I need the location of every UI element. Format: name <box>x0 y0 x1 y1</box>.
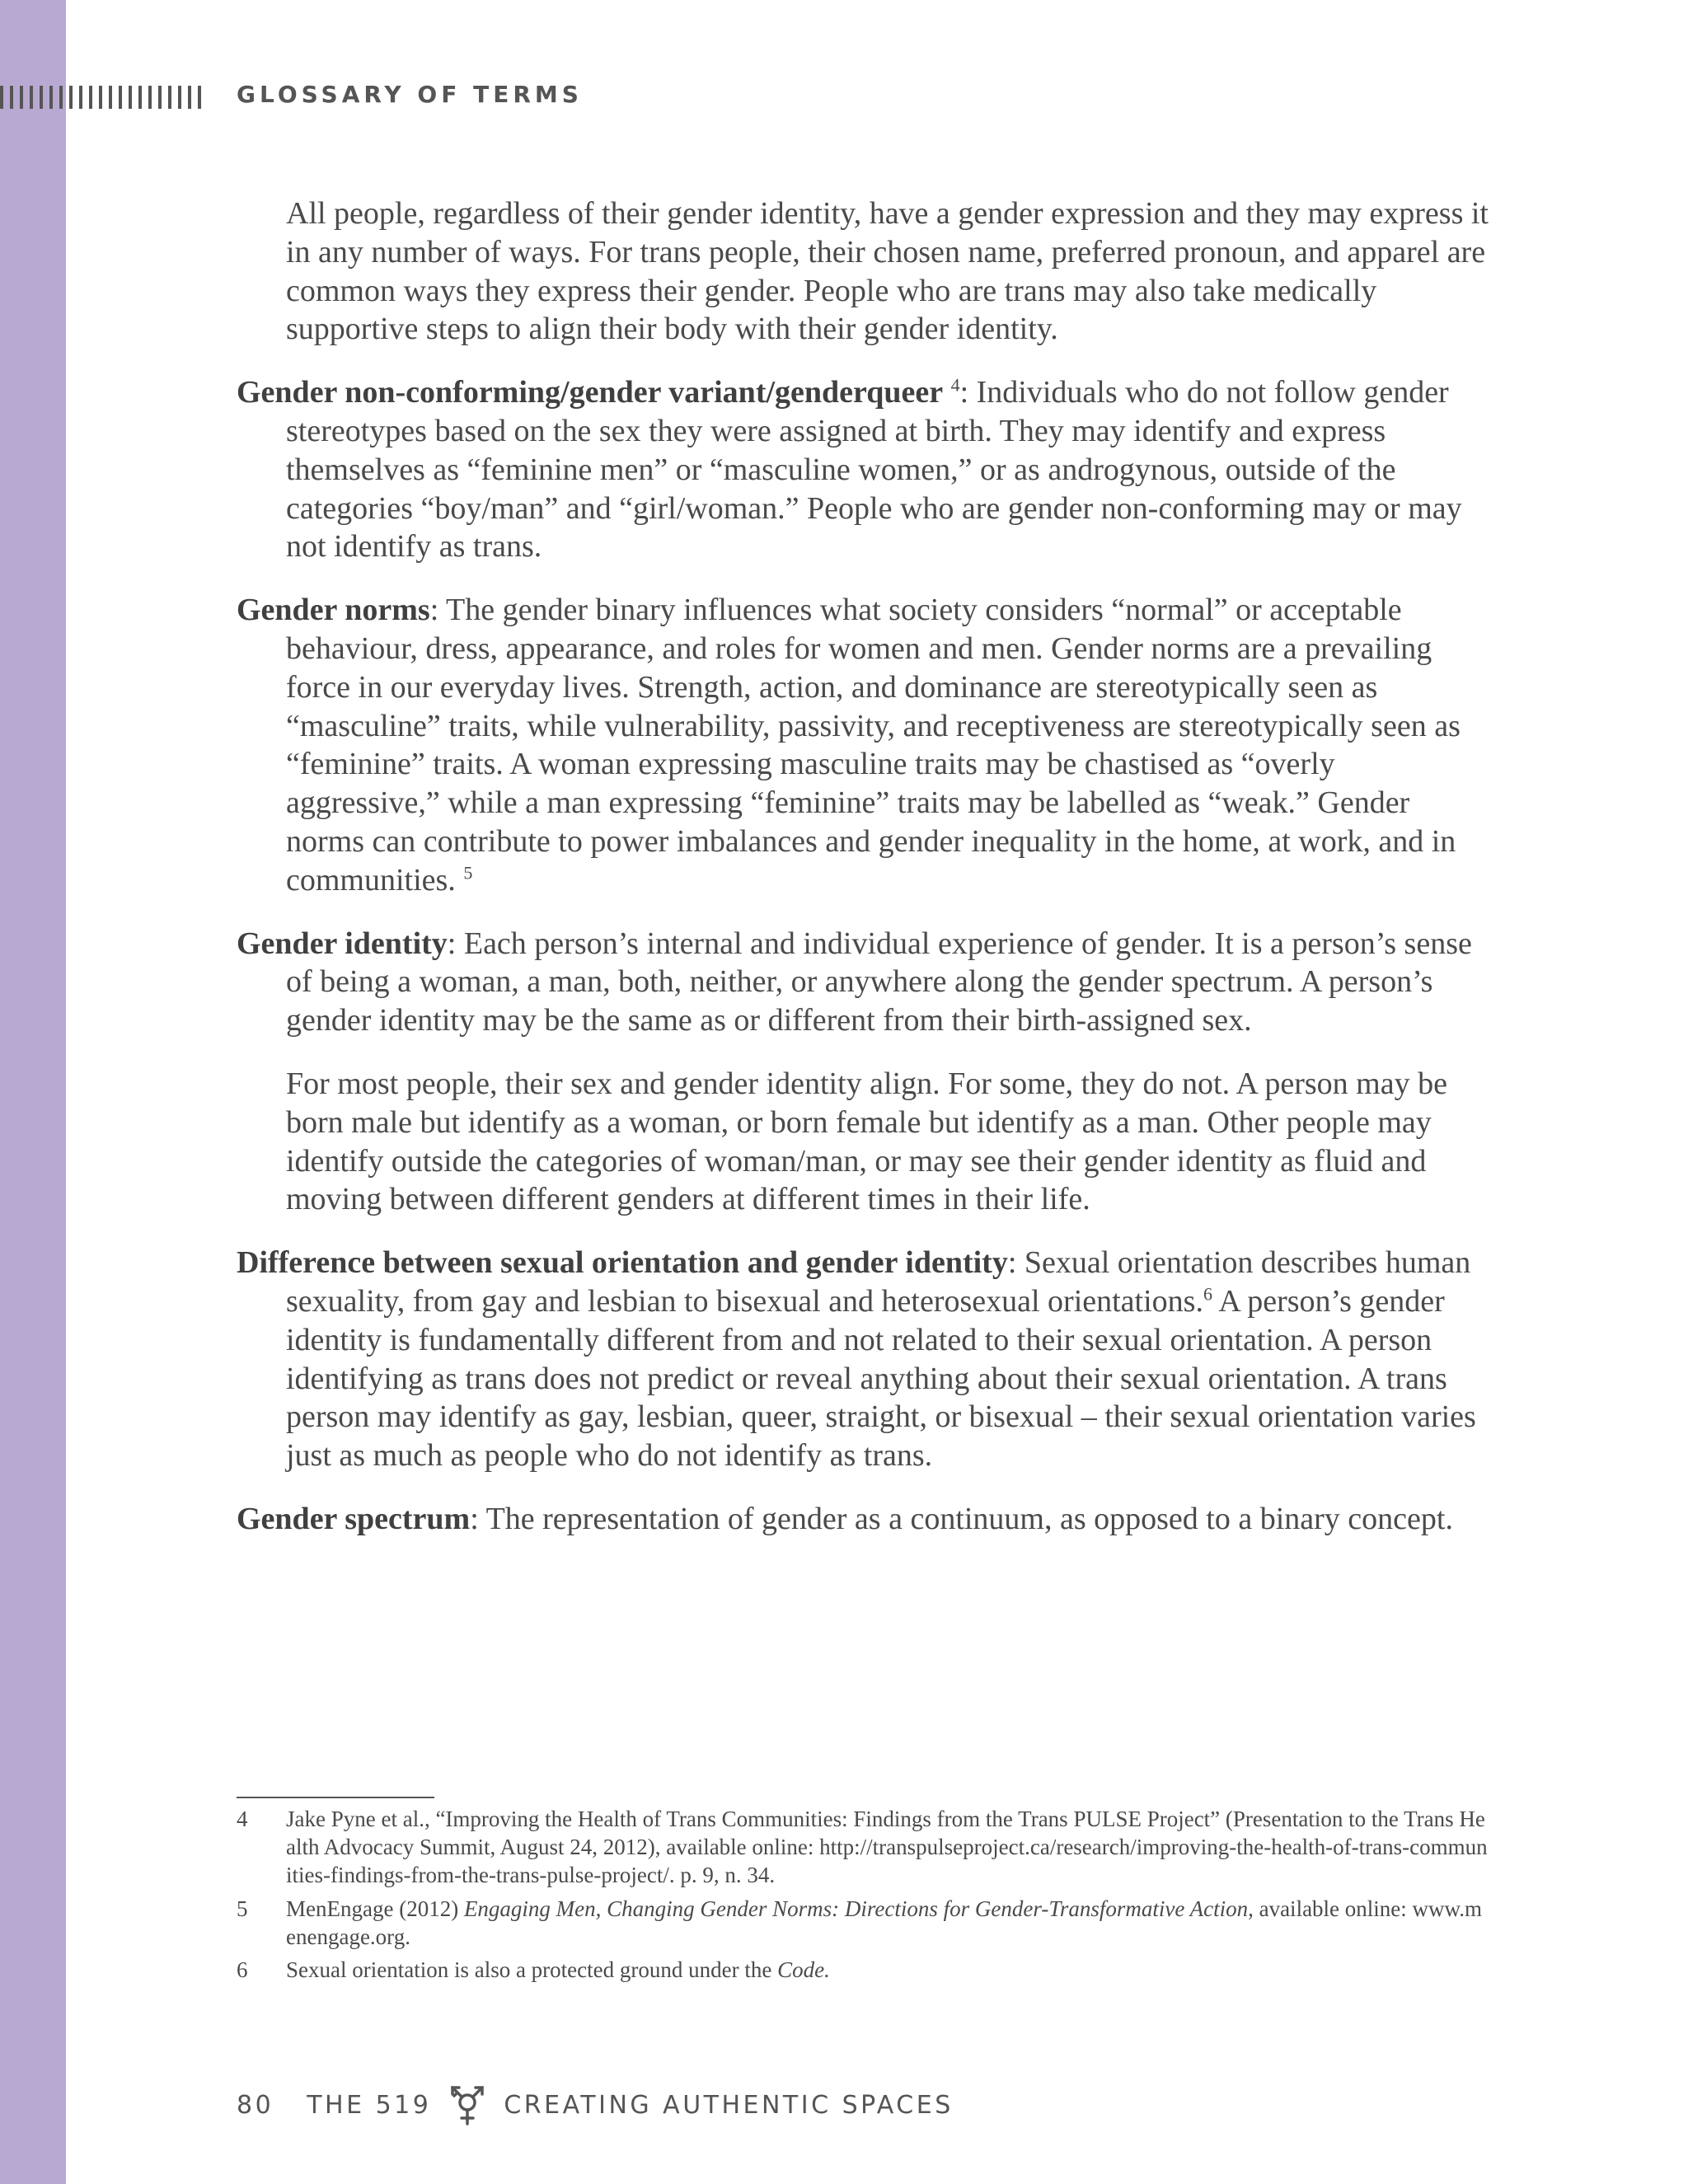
footnote-reference[interactable]: 4 <box>950 374 960 396</box>
glossary-entry-gender-spectrum <box>237 1500 1489 1539</box>
glossary-term: Gender spectrum <box>237 1501 471 1536</box>
footnote-item <box>237 1895 1489 1951</box>
glossary-definition: : The gender binary influences what society considers “normal” or acceptable behaviour, dress, appearance, and roles for women and men. Gender norms are a prevailing force in our everyday lives. Strength, action, and dominance are stereotypically seen as “masculine” traits, while vulnerability, passivity, and receptiveness are stereotypically seen as “feminine” traits. A woman expressing masculine traits may be chastised as “overly aggressive,” while a man expressing “feminine” traits may be labelled as “weak.” Gender norms can contribute to power imbalances and gender inequality in the home, at work, and in communities. <box>286 593 1461 898</box>
footnote-text <box>286 1956 1489 1984</box>
glossary-term: Gender non-conforming/gender variant/genderqueer <box>237 375 944 410</box>
footnote-number: 6 <box>237 1957 248 1983</box>
glossary-term: Gender identity <box>237 926 448 961</box>
transgender-symbol-icon <box>449 2083 485 2127</box>
footnotes <box>237 1805 1489 1989</box>
publication-title: CREATING AUTHENTIC SPACES <box>504 2090 954 2120</box>
footnote-number: 5 <box>237 1896 248 1921</box>
footnote-text-start: MenEngage (2012) <box>286 1896 464 1921</box>
footnote-text: Jake Pyne et al., “Improving the Health of Trans Communities: Findings from the Trans PULSE Project” (Presentation to the Trans Health Advocacy Summit, August 24, 2012), available online: http://transpulseproject.ca/research/improving-the-health-of-trans-communities-findings-from-the-trans-pulse-project/. p. 9, n. 34. <box>286 1807 1488 1888</box>
footnote-item <box>237 1805 1489 1890</box>
footnote-reference[interactable]: 6 <box>1203 1283 1212 1305</box>
glossary-definition: : Individuals who do not follow gender stereotypes based on the sex they were assigned at birth. They may identify and express themselves as “feminine men” or “masculine women,” or as androgynous, outside of the categories “boy/man” and “girl/woman.” People who are gender non-conforming may or may not identify as trans. <box>286 375 1462 565</box>
header-tick-marks <box>0 86 206 109</box>
organization-name: THE 519 <box>307 2090 432 2120</box>
footnote-reference[interactable]: 5 <box>463 862 473 883</box>
glossary-entry-orientation-vs-identity <box>237 1244 1489 1475</box>
footnote-title: Engaging Men, Changing Gender Norms: Directions for Gender-Transformative Action <box>463 1896 1249 1921</box>
glossary-entry-gender-non-conforming <box>237 373 1489 566</box>
glossary-content <box>237 194 1489 1563</box>
intro-paragraph: All people, regardless of their gender identity, have a gender expression and they may express it in any number of ways. For trans people, their chosen name, preferred pronoun, and apparel are common ways they express their gender. People who are trans may also take medically supportive steps to align their body with their gender identity. <box>286 196 1489 347</box>
glossary-term: Gender norms <box>237 593 430 628</box>
glossary-entry-gender-identity <box>237 925 1489 1040</box>
glossary-definition: : Sexual orientation describes human sexuality, from gay and lesbian to bisexual and heterosexual orientations. <box>286 1245 1471 1319</box>
glossary-term: Difference between sexual orientation and gender identity <box>237 1245 1008 1281</box>
glossary-definition: : Each person’s internal and individual experience of gender. It is a person’s sense of being a woman, a man, both, neither, or anywhere along the gender spectrum. A person’s gender identity may be the same as or different from their birth-assigned sex. <box>286 926 1472 1038</box>
page-footer <box>237 2085 954 2125</box>
footnote-text-end: , available online: www.menengage.org. <box>286 1896 1483 1949</box>
footnote-number: 4 <box>237 1807 248 1831</box>
glossary-definition-continued: A person’s gender identity is fundamentally different from and not related to their sexual orientation. A person identifying as trans does not predict or reveal anything about their sexual orientation. A trans person may identify as gay, lesbian, queer, straight, or bisexual – their sexual orientation varies just as much as people who do not identify as trans. <box>286 1283 1476 1474</box>
section-header: GLOSSARY OF TERMS <box>237 81 583 108</box>
glossary-entry-gender-norms <box>237 591 1489 899</box>
side-accent-bar <box>0 0 66 2184</box>
footnote-title: Code. <box>777 1957 830 1983</box>
glossary-definition: : The representation of gender as a continuum, as opposed to a binary concept. <box>470 1501 1453 1536</box>
footnote-item <box>237 1956 1489 1984</box>
footnote-divider <box>237 1797 434 1798</box>
gender-identity-extra-paragraph: For most people, their sex and gender identity align. For some, they do not. A person may be born male but identify as a woman, or born female but identify as a man. Other people may identify outside the categories of woman/man, or may see their gender identity as fluid and moving between different genders at different times in their life. <box>286 1066 1447 1217</box>
page-number: 80 <box>237 2090 274 2120</box>
footnote-text <box>286 1895 1489 1951</box>
footnote-text-start: Sexual orientation is also a protected ground under the <box>286 1957 778 1983</box>
